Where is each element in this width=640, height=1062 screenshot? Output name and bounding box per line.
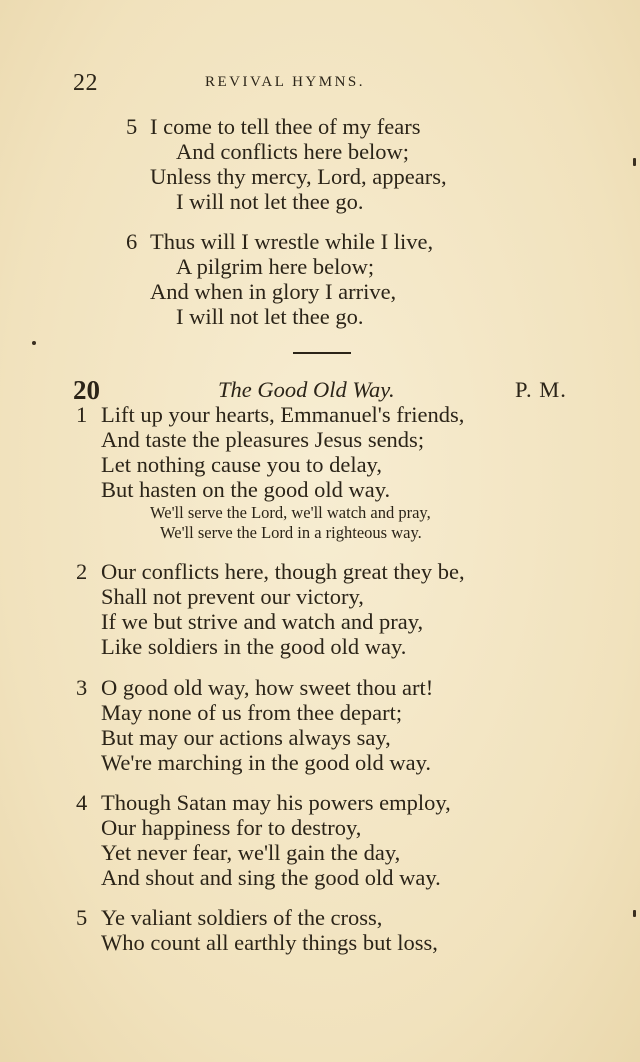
verse-line: May none of us from thee depart;	[101, 700, 403, 725]
verse-line: And when in glory I arrive,	[150, 279, 397, 304]
ink-speck	[32, 341, 36, 345]
verse-line: But hasten on the good old way.	[101, 477, 391, 502]
verse-line: We're marching in the good old way.	[101, 750, 432, 775]
verse-line: Unless thy mercy, Lord, appears,	[150, 164, 447, 189]
hymn-meter: P. M.	[515, 377, 567, 402]
page-header	[73, 70, 573, 96]
stanza-number: 2	[76, 559, 88, 584]
ink-speck	[633, 910, 636, 917]
verse-line: And shout and sing the good old way.	[101, 865, 441, 890]
verse-line: I will not let thee go.	[176, 189, 364, 214]
chorus-line: We'll serve the Lord, we'll watch and pray,	[150, 503, 431, 522]
verse-line: Who count all earthly things but loss,	[101, 930, 438, 955]
page-number: 22	[73, 70, 98, 96]
stanza-number: 4	[76, 790, 88, 815]
running-title: REVIVAL HYMNS.	[205, 74, 366, 90]
hymn-title: The Good Old Way.	[218, 377, 395, 402]
verse-line: Our conflicts here, though great they be,	[101, 559, 465, 584]
stanza-number: 5	[126, 114, 138, 139]
section-divider	[293, 352, 351, 354]
verse-line: Thus will I wrestle while I live,	[150, 229, 434, 254]
verse-line: I will not let thee go.	[176, 304, 364, 329]
verse-line: Like soldiers in the good old way.	[101, 634, 407, 659]
stanza-number: 3	[76, 675, 88, 700]
verse-line: Our happiness for to destroy,	[101, 815, 362, 840]
stanza-number: 6	[126, 229, 138, 254]
verse-line: A pilgrim here below;	[176, 254, 375, 279]
verse-line: But may our actions always say,	[101, 725, 391, 750]
verse-line: O good old way, how sweet thou art!	[101, 675, 434, 700]
stanza-number: 1	[76, 402, 88, 427]
chorus-line: We'll serve the Lord in a righteous way.	[160, 523, 422, 542]
verse-line: If we but strive and watch and pray,	[101, 609, 424, 634]
verse-line: Though Satan may his powers employ,	[101, 790, 451, 815]
verse-line: I come to tell thee of my fears	[150, 114, 421, 139]
ink-speck	[633, 158, 636, 166]
hymn-number: 20	[73, 375, 100, 405]
verse-line: Let nothing cause you to delay,	[101, 452, 382, 477]
verse-line: Shall not prevent our victory,	[101, 584, 364, 609]
stanza-number: 5	[76, 905, 88, 930]
verse-line: Ye valiant soldiers of the cross,	[101, 905, 383, 930]
verse-line: Yet never fear, we'll gain the day,	[101, 840, 401, 865]
verse-line: And conflicts here below;	[176, 139, 410, 164]
verse-line: Lift up your hearts, Emmanuel's friends,	[101, 402, 465, 427]
verse-line: And taste the pleasures Jesus sends;	[101, 427, 425, 452]
